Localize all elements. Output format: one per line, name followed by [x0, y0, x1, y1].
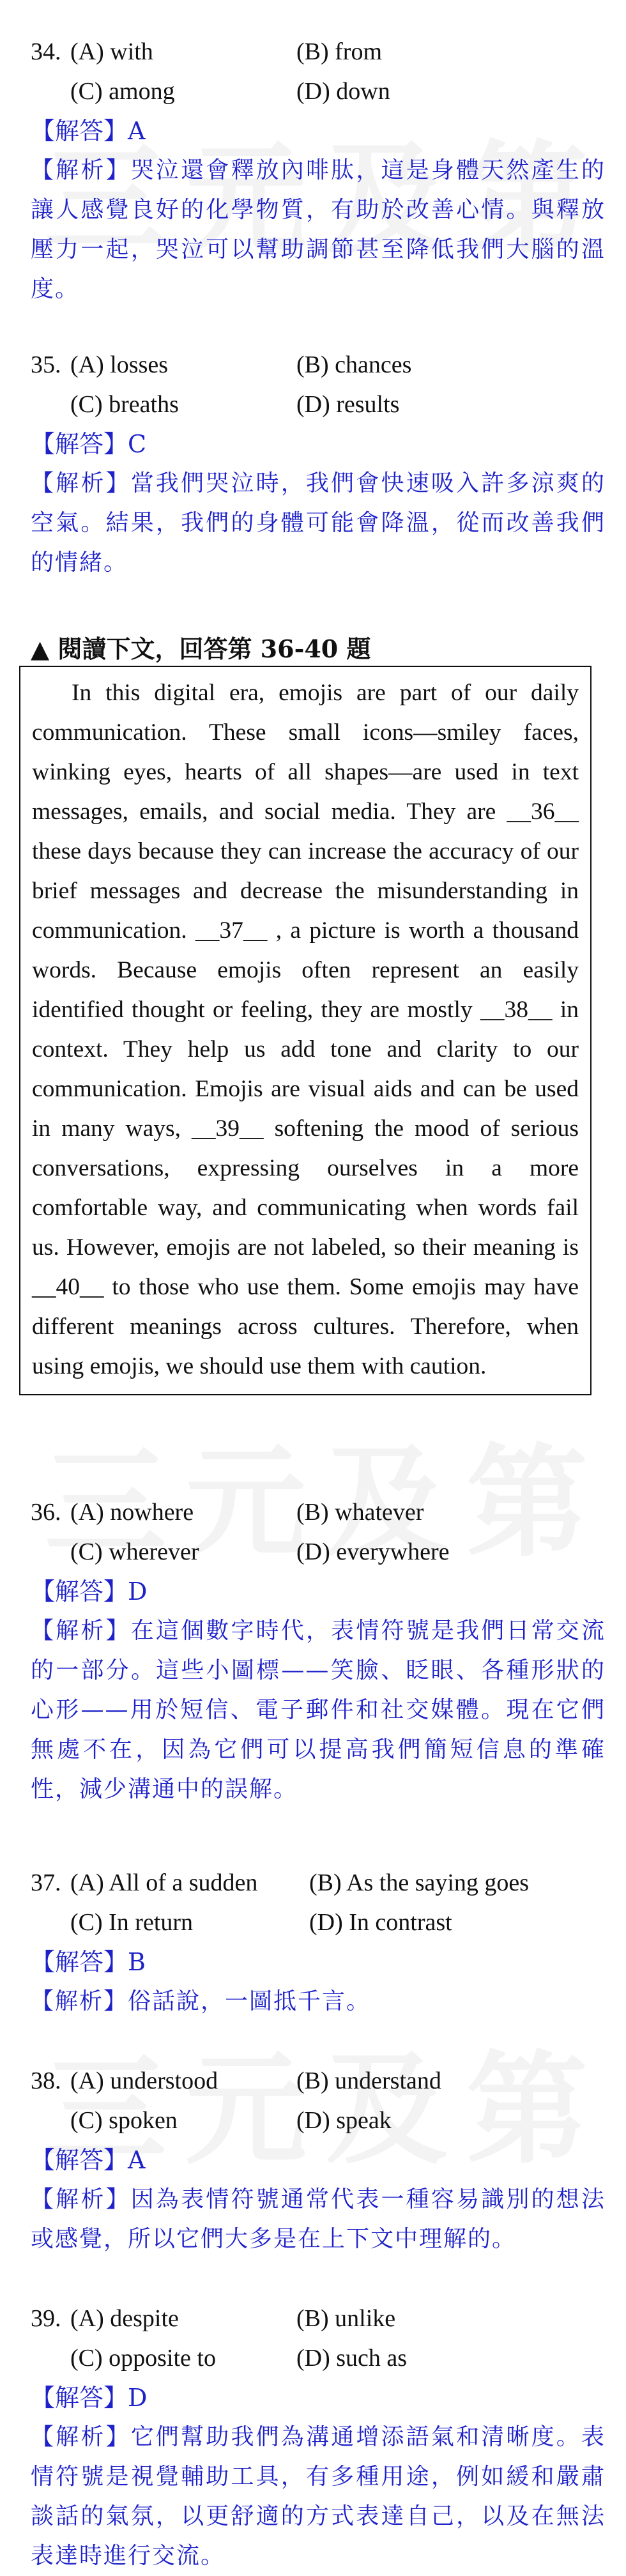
options-row	[31, 345, 606, 385]
question-39	[31, 2299, 606, 2576]
options-row	[31, 2338, 606, 2378]
question-number: 37.	[31, 1869, 61, 1896]
question-37	[31, 1863, 606, 2021]
question-38	[31, 2061, 606, 2259]
option-c: (C) opposite to	[70, 2345, 216, 2372]
question-36	[31, 1492, 606, 1809]
option-d: (D) speak	[296, 2107, 392, 2134]
answer: 【解答】B	[31, 1948, 146, 1976]
option-a: (A) understood	[70, 2067, 218, 2094]
answer: 【解答】A	[31, 2146, 146, 2174]
option-b: (B) unlike	[296, 2305, 396, 2332]
options-row	[31, 2299, 606, 2338]
option-b: (B) As the saying goes	[309, 1869, 530, 1896]
options-row	[31, 1492, 606, 1532]
option-d: (D) such as	[296, 2345, 408, 2372]
explanation: 【解析】俗話說，一圖抵千言。	[31, 1988, 371, 2014]
reading-passage-box	[19, 666, 592, 1395]
answer: 【解答】D	[31, 1577, 148, 1606]
question-number: 39.	[31, 2305, 61, 2332]
option-d: (D) results	[296, 391, 400, 418]
option-a: (A) with	[70, 38, 153, 65]
question-number: 36.	[31, 1499, 61, 1526]
options-row	[31, 72, 606, 111]
explanation: 【解析】在這個數字時代，表情符號是我們日常交流的一部分。這些小圖標——笑臉、眨眼、各種形狀的心形——用於短信、電子郵件和社交媒體。現在它們無處不在，因為它們可以提高我們簡短信息的準確性，減少溝通中的誤解。	[31, 1618, 606, 1802]
explanation: 【解析】當我們哭泣時，我們會快速吸入許多涼爽的空氣。結果，我們的身體可能會降溫，從而改善我們的情緒。	[31, 470, 606, 576]
section-heading: ▲ 閱讀下文，回答第 36-40 題	[31, 634, 371, 663]
option-b: (B) from	[296, 38, 383, 65]
option-a: (A) losses	[70, 351, 169, 378]
options-row	[31, 2101, 606, 2140]
explanation: 【解析】它們幫助我們為溝通增添語氣和清晰度。表情符號是視覺輔助工具，有多種用途，例如緩和嚴肅談話的氣氛，以更舒適的方式表達自己，以及在無法表達時進行交流。	[31, 2424, 606, 2569]
answer: 【解答】D	[31, 2384, 148, 2412]
option-d: (D) In contrast	[309, 1909, 452, 1936]
question-number: 35.	[31, 351, 61, 378]
option-a: (A) All of a sudden	[70, 1869, 258, 1896]
question-number: 34.	[31, 38, 61, 65]
passage-text: In this digital era, emojis are part of our daily communication. These small icons—smiley faces, winking eyes, hearts of all shapes—are used in text messages, emails, and social media. They are __36__ these days because they can increase the accuracy of our brief messages and decrease the misunderstanding in communication. __37__ , a picture is worth a thousand words. Because emojis often represent an easily identified thought or feeling, they are mostly __38__ in context. They help us add tone and clarity to our communication. Emojis are visual aids and can be used in many ways, __39__ softening the mood of serious conversations, expressing ourselves in a more comfortable way, and communicating when words fail us. However, emojis are not labeled, so their meaning is __40__ to those who use them. Some emojis may have different meanings across cultures. Therefore, when using emojis, we should use them with caution.	[32, 680, 579, 1379]
options-row	[31, 1863, 606, 1903]
answer: 【解答】A	[31, 117, 146, 145]
option-c: (C) breaths	[70, 391, 179, 418]
option-a: (A) nowhere	[70, 1499, 194, 1526]
options-row	[31, 1532, 606, 1572]
question-number: 38.	[31, 2067, 61, 2094]
option-c: (C) among	[70, 78, 175, 105]
explanation: 【解析】哭泣還會釋放內啡肽，這是身體天然產生的讓人感覺良好的化學物質，有助於改善心情。與釋放壓力一起，哭泣可以幫助調節甚至降低我們大腦的溫度。	[31, 157, 606, 302]
option-b: (B) understand	[296, 2067, 441, 2094]
question-34	[31, 32, 606, 309]
option-d: (D) everywhere	[296, 1538, 450, 1565]
options-row	[31, 385, 606, 424]
options-row	[31, 2061, 606, 2101]
options-row	[31, 1903, 606, 1942]
option-b: (B) chances	[296, 351, 412, 378]
option-b: (B) whatever	[296, 1499, 424, 1526]
question-35	[31, 345, 606, 583]
answer: 【解答】C	[31, 430, 147, 458]
option-d: (D) down	[296, 78, 390, 105]
options-row	[31, 32, 606, 72]
option-c: (C) spoken	[70, 2107, 178, 2134]
explanation: 【解析】因為表情符號通常代表一種容易識別的想法或感覺，所以它們大多是在上下文中理解的。	[31, 2186, 606, 2252]
option-c: (C) wherever	[70, 1538, 199, 1565]
option-a: (A) despite	[70, 2305, 179, 2332]
option-c: (C) In return	[70, 1909, 194, 1936]
